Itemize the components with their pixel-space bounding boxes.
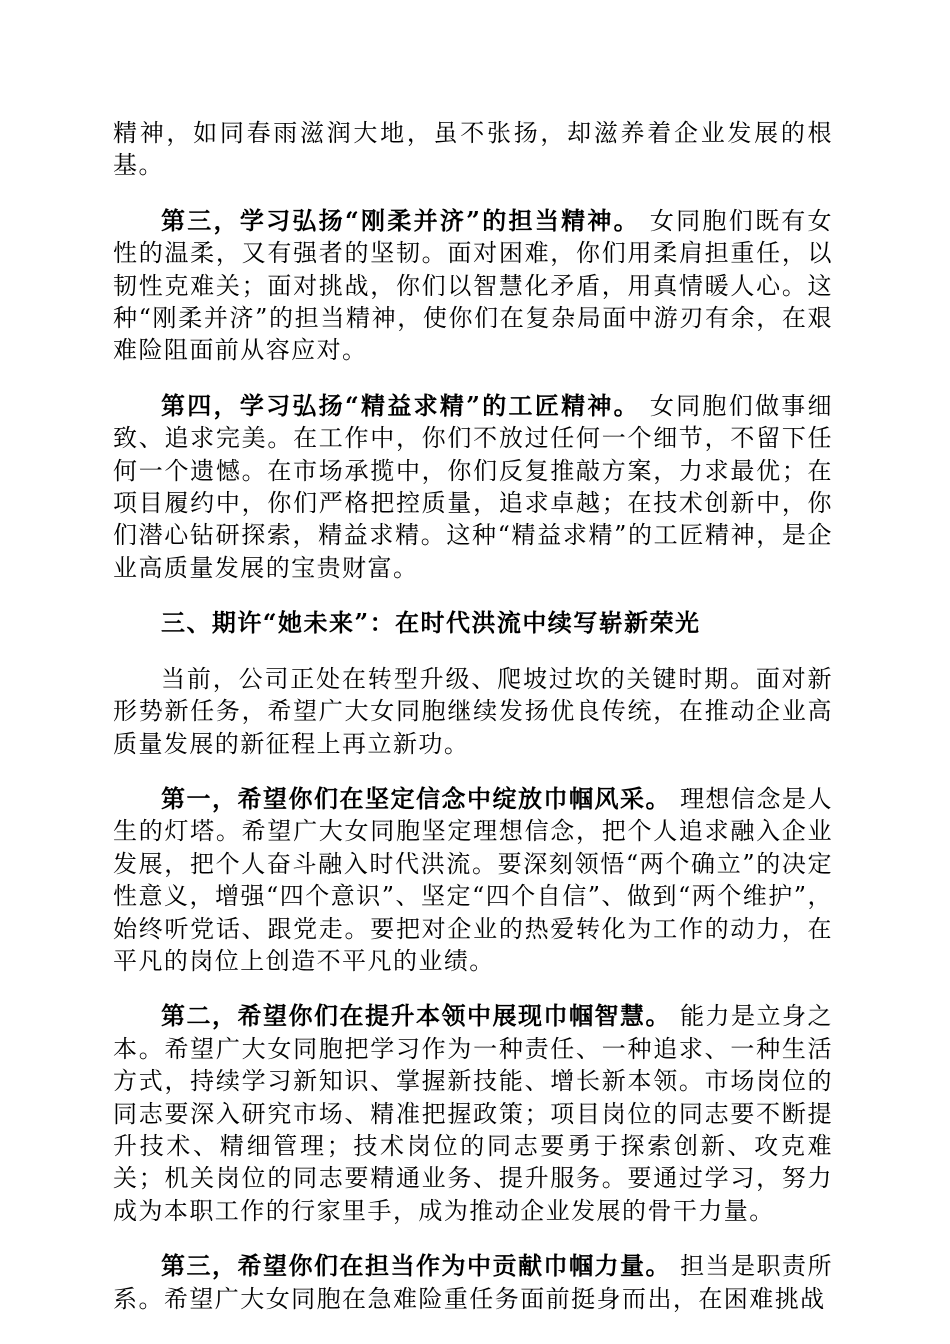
paragraph-2 <box>113 205 833 367</box>
section-heading-text: 三、期许“她未来”：在时代洪流中续写崭新荣光 <box>161 608 701 638</box>
paragraph-text: 能力是立身之本。希望广大女同胞把学习作为一种责任、一种追求、一种生活方式，持续学习新知识、掌握新技能、增长新本领。市场岗位的同志要深入研究市场、精准把握政策；项目岗位的同志要不断提升技术、精细管理；技术岗位的同志要勇于探索创新、攻克难关；机关岗位的同志要精通业务、提升服务。要通过学习，努力成为本职工作的行家里手，成为推动企业发展的骨干力量。 <box>113 1002 833 1225</box>
paragraph-text: 当前，公司正处在转型升级、爬坡过坎的关键时期。面对新形势新任务，希望广大女同胞继续发扬优良传统，在推动企业高质量发展的新征程上再立新功。 <box>113 664 833 758</box>
section-heading <box>113 607 833 639</box>
paragraph-lead: 第三，学习弘扬“刚柔并济”的担当精神。 <box>161 205 640 235</box>
paragraph-1 <box>113 117 833 182</box>
paragraph-5 <box>113 783 833 977</box>
paragraph-lead: 第一，希望你们在坚定信念中绽放巾帼风采。 <box>161 783 671 813</box>
paragraph-text: 女同胞们做事细致、追求完美。在工作中，你们不放过任何一个细节，不留下任何一个遗憾。在市场承揽中，你们反复推敲方案，力求最优；在项目履约中，你们严格把控质量，追求卓越；在技术创新中，你们潜心钻研探索，精益求精。这种“精益求精”的工匠精神，是企业高质量发展的宝贵财富。 <box>113 391 833 582</box>
paragraph-7 <box>113 1250 833 1315</box>
paragraph-text: 担当是职责所系。希望广大女同胞在急难险重任务面前挺身而出，在困难挑战 <box>113 1252 833 1313</box>
paragraph-6 <box>113 1000 833 1227</box>
paragraph-3 <box>113 390 833 584</box>
paragraph-text: 女同胞们既有女性的温柔，又有强者的坚韧。面对困难，你们用柔肩担重任，以韧性克难关；面对挑战，你们以智慧化矛盾，用真情暖人心。这种“刚柔并济”的担当精神，使你们在复杂局面中游刃有余，在艰难险阻面前从容应对。 <box>113 206 833 365</box>
paragraph-lead: 第四，学习弘扬“精益求精”的工匠精神。 <box>161 390 640 420</box>
paragraph-text: 精神，如同春雨滋润大地，虽不张扬，却滋养着企业发展的根基。 <box>113 119 833 180</box>
paragraph-lead: 第二，希望你们在提升本领中展现巾帼智慧。 <box>161 1001 671 1031</box>
document-body <box>113 117 833 1315</box>
paragraph-4 <box>113 663 833 760</box>
paragraph-text: 理想信念是人生的灯塔。希望广大女同胞坚定理想信念，把个人追求融入企业发展，把个人奋斗融入时代洪流。要深刻领悟“两个确立”的决定性意义，增强“四个意识”、坚定“四个自信”、做到“两个维护”，始终听党话、跟党走。要把对企业的热爱转化为工作的动力，在平凡的岗位上创造不平凡的业绩。 <box>113 784 833 975</box>
paragraph-lead: 第三，希望你们在担当作为中贡献巾帼力量。 <box>161 1251 671 1281</box>
